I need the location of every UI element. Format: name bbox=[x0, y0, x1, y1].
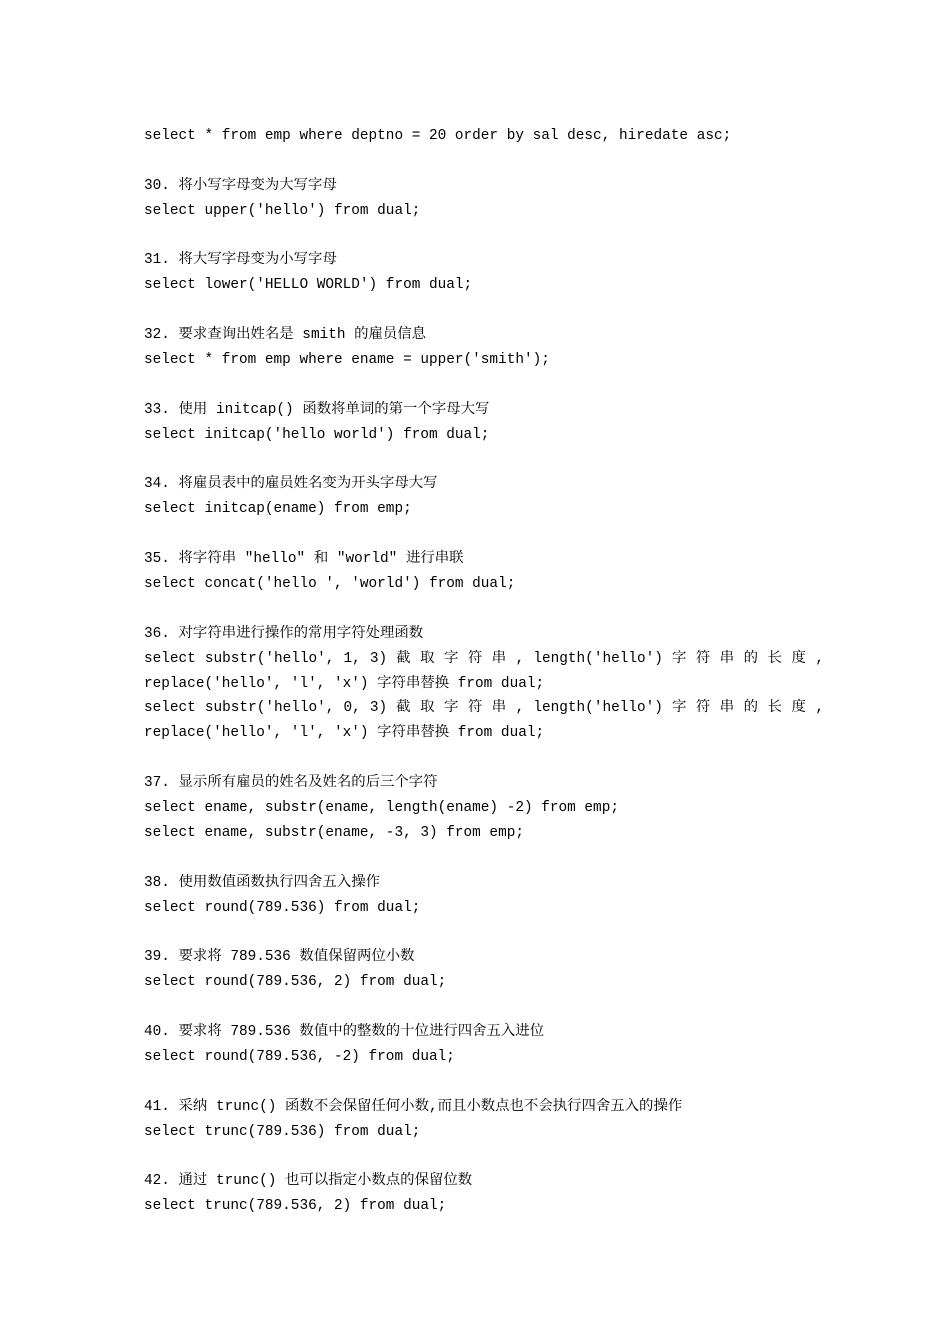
code-line: select round(789.536, 2) from dual; bbox=[144, 974, 447, 991]
code-line: select initcap(ename) from emp; bbox=[144, 501, 412, 518]
item-heading: 38. 使用数值函数执行四舍五入操作 bbox=[144, 874, 381, 891]
item-heading: 31. 将大写字母变为小写字母 bbox=[144, 252, 337, 269]
blank-line bbox=[144, 995, 824, 1020]
blank-line bbox=[144, 448, 824, 473]
item-heading: 41. 采纳 trunc() 函数不会保留任何小数,而且小数点也不会执行四舍五入的操作 bbox=[144, 1098, 683, 1115]
code-line: select initcap('hello world') from dual; bbox=[144, 426, 490, 443]
item-heading: 34. 将雇员表中的雇员姓名变为开头字母大写 bbox=[144, 476, 438, 493]
blank-line bbox=[144, 746, 824, 771]
blank-line bbox=[144, 298, 824, 323]
code-line: select concat('hello ', 'world') from dual; bbox=[144, 576, 516, 593]
blank-line bbox=[144, 1145, 824, 1170]
code-line: select round(789.536) from dual; bbox=[144, 899, 421, 916]
code-line: replace('hello', 'l', 'x') 字符串替换 from dual; bbox=[144, 675, 545, 692]
blank-line bbox=[144, 224, 824, 249]
code-line: select trunc(789.536, 2) from dual; bbox=[144, 1198, 447, 1215]
item-heading: 40. 要求将 789.536 数值中的整数的十位进行四舍五入进位 bbox=[144, 1024, 545, 1041]
code-line: select ename, substr(ename, -3, 3) from emp; bbox=[144, 824, 524, 841]
blank-line bbox=[144, 921, 824, 946]
code-line: select lower('HELLO WORLD') from dual; bbox=[144, 277, 473, 294]
code-line: replace('hello', 'l', 'x') 字符串替换 from dual; bbox=[144, 725, 545, 742]
blank-line bbox=[144, 373, 824, 398]
item-heading: 42. 通过 trunc() 也可以指定小数点的保留位数 bbox=[144, 1173, 473, 1190]
blank-line bbox=[144, 149, 824, 174]
code-line: select trunc(789.536) from dual; bbox=[144, 1123, 421, 1140]
blank-line bbox=[144, 846, 824, 871]
code-line: select substr('hello', 1, 3) 截 取 字 符 串 , length('hello') 字 符 串 的 长 度 , bbox=[144, 650, 824, 667]
item-heading: 37. 显示所有雇员的姓名及姓名的后三个字符 bbox=[144, 775, 438, 792]
item-heading: 36. 对字符串进行操作的常用字符处理函数 bbox=[144, 625, 424, 642]
code-line: select * from emp where deptno = 20 order by sal desc, hiredate asc; bbox=[144, 128, 732, 144]
document-page bbox=[144, 124, 824, 1219]
item-heading: 32. 要求查询出姓名是 smith 的雇员信息 bbox=[144, 327, 427, 344]
item-heading: 33. 使用 initcap() 函数将单词的第一个字母大写 bbox=[144, 401, 490, 418]
blank-line bbox=[144, 597, 824, 622]
code-line: select upper('hello') from dual; bbox=[144, 202, 421, 219]
item-heading: 39. 要求将 789.536 数值保留两位小数 bbox=[144, 949, 415, 966]
code-line: select substr('hello', 0, 3) 截 取 字 符 串 , length('hello') 字 符 串 的 长 度 , bbox=[144, 700, 824, 717]
code-line: select round(789.536, -2) from dual; bbox=[144, 1048, 455, 1065]
code-line: select * from emp where ename = upper('smith'); bbox=[144, 352, 550, 369]
blank-line bbox=[144, 522, 824, 547]
code-line: select ename, substr(ename, length(ename) -2) from emp; bbox=[144, 800, 619, 817]
item-heading: 30. 将小写字母变为大写字母 bbox=[144, 177, 337, 194]
item-heading: 35. 将字符串 "hello" 和 "world" 进行串联 bbox=[144, 551, 464, 568]
blank-line bbox=[144, 1070, 824, 1095]
